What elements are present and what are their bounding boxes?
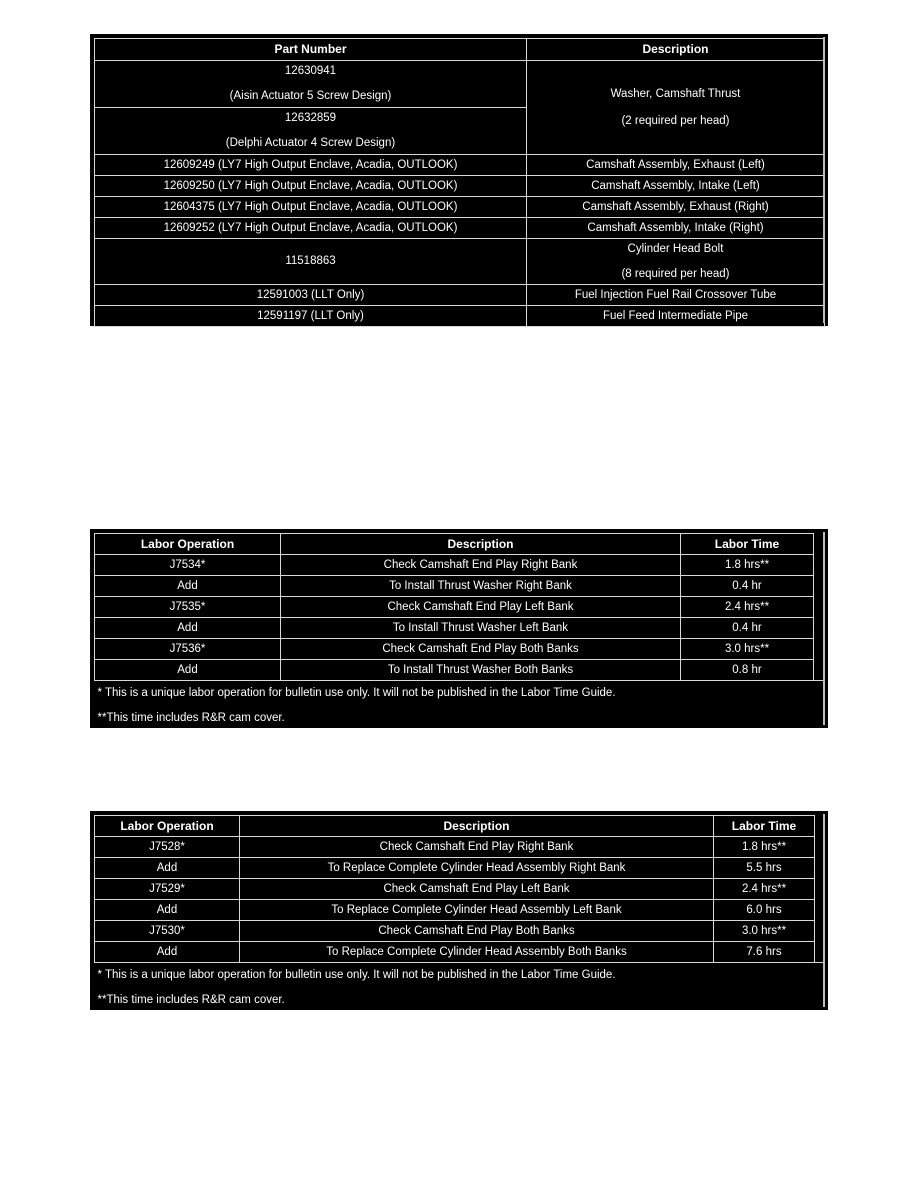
table-row bbox=[95, 597, 825, 618]
table-row bbox=[95, 921, 825, 942]
parts-table bbox=[90, 34, 828, 326]
table-row bbox=[95, 61, 825, 108]
table-row bbox=[95, 155, 825, 176]
description-cell: To Replace Complete Cylinder Head Assembly Left Bank bbox=[240, 900, 714, 921]
labor-op-cell: Add bbox=[95, 900, 240, 921]
table-row bbox=[95, 555, 825, 576]
description-text: Cylinder Head Bolt bbox=[627, 242, 724, 255]
table-row bbox=[95, 239, 825, 285]
description-header: Description bbox=[527, 39, 825, 61]
part-cell: 12591197 (LLT Only) bbox=[95, 306, 527, 327]
labor-op-cell: Add bbox=[95, 618, 281, 639]
description-cell: To Replace Complete Cylinder Head Assembly Right Bank bbox=[240, 858, 714, 879]
table-row bbox=[95, 176, 825, 197]
labor-time-cell: 1.8 hrs** bbox=[714, 837, 815, 858]
description-cell: To Install Thrust Washer Right Bank bbox=[281, 576, 681, 597]
footnote-unique-operation: * This is a unique labor operation for bulletin use only. It will not be published in the Labor Time Guide. bbox=[95, 963, 825, 989]
part-number: 12632859 bbox=[284, 112, 337, 124]
labor-operation-header: Labor Operation bbox=[95, 816, 240, 837]
labor-op-cell: J7529* bbox=[95, 879, 240, 900]
description-cell: To Replace Complete Cylinder Head Assembly Both Banks bbox=[240, 942, 714, 963]
labor-op-cell: Add bbox=[95, 660, 281, 681]
labor-time-cell: 5.5 hrs bbox=[714, 858, 815, 879]
labor-table-1 bbox=[90, 529, 828, 728]
table-row bbox=[95, 285, 825, 306]
part-cell: 12609249 (LY7 High Output Enclave, Acadia, OUTLOOK) bbox=[95, 155, 527, 176]
footnote-row bbox=[95, 989, 825, 1013]
labor-time-header: Labor Time bbox=[714, 816, 815, 837]
table-row bbox=[95, 306, 825, 327]
description-text: Washer, Camshaft Thrust bbox=[610, 87, 741, 100]
description-cell: To Install Thrust Washer Left Bank bbox=[281, 618, 681, 639]
labor-op-cell: J7535* bbox=[95, 597, 281, 618]
description-cell: Camshaft Assembly, Intake (Left) bbox=[527, 176, 825, 197]
column-stub bbox=[814, 534, 825, 681]
labor-time-cell: 6.0 hrs bbox=[714, 900, 815, 921]
labor-time-cell: 1.8 hrs** bbox=[681, 555, 814, 576]
table-header-row bbox=[95, 534, 825, 555]
description-header: Description bbox=[240, 816, 714, 837]
part-cell: 11518863 bbox=[95, 239, 527, 285]
labor-op-cell: Add bbox=[95, 942, 240, 963]
table-row bbox=[95, 618, 825, 639]
description-cell: Check Camshaft End Play Left Bank bbox=[281, 597, 681, 618]
labor-time-header: Labor Time bbox=[681, 534, 814, 555]
parts-grid bbox=[94, 38, 825, 327]
labor-op-cell: J7534* bbox=[95, 555, 281, 576]
table-row bbox=[95, 197, 825, 218]
description-cell: Check Camshaft End Play Both Banks bbox=[240, 921, 714, 942]
part-note: (Aisin Actuator 5 Screw Design) bbox=[229, 90, 392, 102]
labor-time-cell: 0.4 hr bbox=[681, 618, 814, 639]
footnote-row bbox=[95, 681, 825, 707]
labor-time-cell: 2.4 hrs** bbox=[714, 879, 815, 900]
part-cell: 12609250 (LY7 High Output Enclave, Acadia, OUTLOOK) bbox=[95, 176, 527, 197]
footnote-cam-cover: **This time includes R&R cam cover. bbox=[97, 994, 285, 1006]
part-note: (Delphi Actuator 4 Screw Design) bbox=[225, 137, 396, 149]
labor-time-cell: 3.0 hrs** bbox=[681, 639, 814, 660]
labor-time-cell: 0.8 hr bbox=[681, 660, 814, 681]
labor-table-2 bbox=[90, 811, 828, 1010]
table-header-row bbox=[95, 816, 825, 837]
footnote-cam-cover: **This time includes R&R cam cover. bbox=[97, 712, 285, 724]
labor-grid-1 bbox=[94, 533, 825, 731]
table-row bbox=[95, 218, 825, 239]
description-cell: Check Camshaft End Play Right Bank bbox=[281, 555, 681, 576]
description-cell bbox=[527, 239, 825, 285]
part-cell: 12591003 (LLT Only) bbox=[95, 285, 527, 306]
column-stub bbox=[815, 816, 825, 963]
footnote-unique-operation: * This is a unique labor operation for bulletin use only. It will not be published in the Labor Time Guide. bbox=[95, 681, 825, 707]
footnote-row bbox=[95, 707, 825, 731]
description-note: (2 required per head) bbox=[621, 114, 730, 127]
labor-op-cell: J7530* bbox=[95, 921, 240, 942]
labor-time-cell: 2.4 hrs** bbox=[681, 597, 814, 618]
labor-grid-2 bbox=[94, 815, 825, 1013]
labor-time-cell: 3.0 hrs** bbox=[714, 921, 815, 942]
footnote-row bbox=[95, 963, 825, 989]
description-cell: Check Camshaft End Play Right Bank bbox=[240, 837, 714, 858]
labor-op-cell: J7528* bbox=[95, 837, 240, 858]
table-row bbox=[95, 639, 825, 660]
description-cell: Check Camshaft End Play Both Banks bbox=[281, 639, 681, 660]
part-cell: 12609252 (LY7 High Output Enclave, Acadia, OUTLOOK) bbox=[95, 218, 527, 239]
table-row bbox=[95, 858, 825, 879]
labor-time-cell: 7.6 hrs bbox=[714, 942, 815, 963]
part-number-header: Part Number bbox=[95, 39, 527, 61]
table-row bbox=[95, 879, 825, 900]
description-cell: Check Camshaft End Play Left Bank bbox=[240, 879, 714, 900]
description-cell: Camshaft Assembly, Exhaust (Left) bbox=[527, 155, 825, 176]
description-cell: Camshaft Assembly, Exhaust (Right) bbox=[527, 197, 825, 218]
labor-time-cell: 0.4 hr bbox=[681, 576, 814, 597]
table-row bbox=[95, 837, 825, 858]
description-header: Description bbox=[281, 534, 681, 555]
part-number: 12630941 bbox=[284, 65, 337, 77]
part-cell bbox=[95, 61, 527, 108]
table-row bbox=[95, 660, 825, 681]
table-row bbox=[95, 942, 825, 963]
labor-op-cell: Add bbox=[95, 858, 240, 879]
table-header-row bbox=[95, 39, 825, 61]
table-row bbox=[95, 900, 825, 921]
table-row bbox=[95, 576, 825, 597]
description-note: (8 required per head) bbox=[621, 267, 730, 280]
labor-op-cell: J7536* bbox=[95, 639, 281, 660]
description-cell bbox=[527, 61, 825, 155]
part-cell: 12604375 (LY7 High Output Enclave, Acadia, OUTLOOK) bbox=[95, 197, 527, 218]
labor-operation-header: Labor Operation bbox=[95, 534, 281, 555]
description-cell: To Install Thrust Washer Both Banks bbox=[281, 660, 681, 681]
part-cell bbox=[95, 108, 527, 155]
description-cell: Fuel Feed Intermediate Pipe bbox=[527, 306, 825, 327]
description-cell: Camshaft Assembly, Intake (Right) bbox=[527, 218, 825, 239]
labor-op-cell: Add bbox=[95, 576, 281, 597]
description-cell: Fuel Injection Fuel Rail Crossover Tube bbox=[527, 285, 825, 306]
